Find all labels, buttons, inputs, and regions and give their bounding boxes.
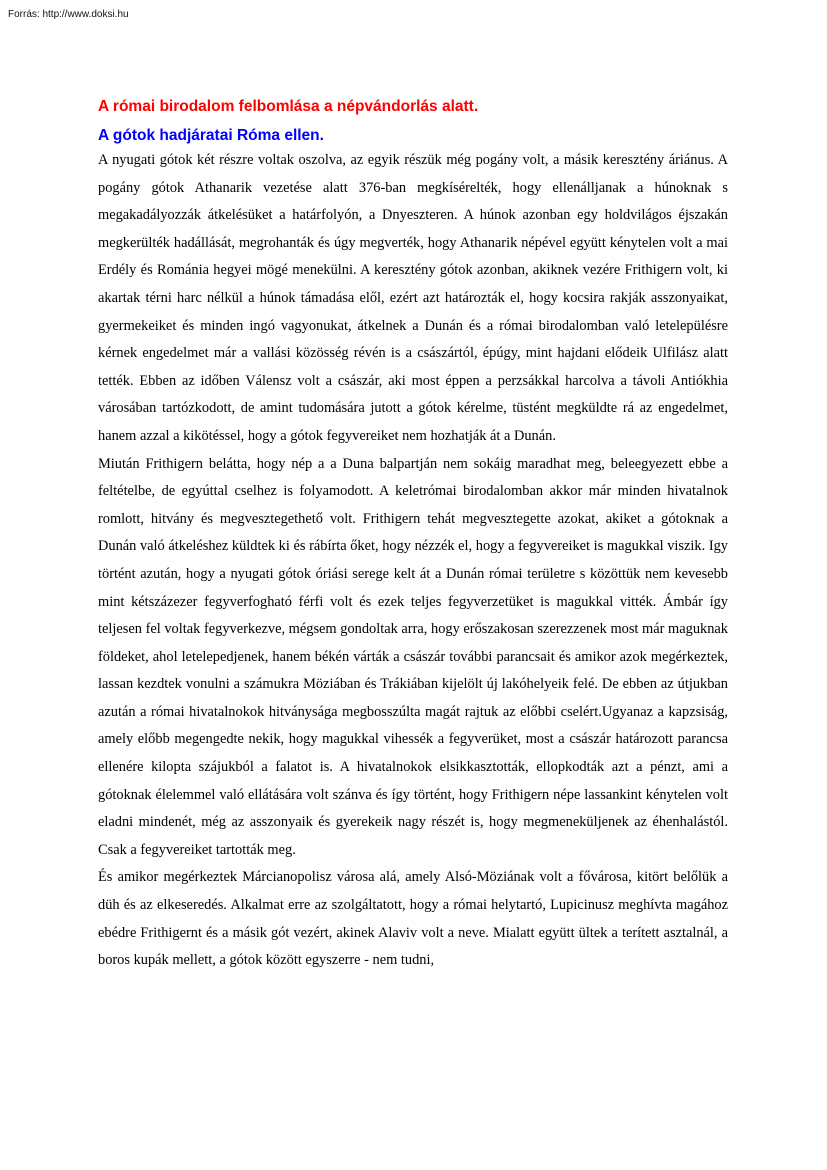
paragraph-3: És amikor megérkeztek Márcianopolisz városa alá, amely Alsó-Möziának volt a fővárosa, kitört belőlük a düh és az elkeseredés. Alkalmat erre az szolgáltatott, hogy a római helytartó, Lupicinusz meghívta magához ebédre Frithigernt és a másik gót vezért, akinek Alaviv volt a neve. Mialatt együtt ültek a terített asztalnál, a boros kupák mellett, a gótok között egyszerre - nem tudni, — [98, 869, 728, 969]
document-body — [98, 96, 728, 975]
paragraph-2: Miután Frithigern belátta, hogy nép a a Duna balpartján nem sokáig maradhat meg, beleegyezett ebbe a feltételbe, de egyúttal cselhez is folyamodott. A keletrómai birodalomban akkor már minden hivatalnok romlott, hitvány és megvesztegethető volt. Frithigern tehát megvesztegette azokat, akiket a gótoknak a Dunán való átkeléshez küldtek ki és rábírta őket, hogy nézzék el, hogy a fegyvereiket is magukkal viszik. Igy történt azután, hogy a nyugati gótok óriási serege kelt át a Dunán római területre s közöttük nem kevesebb mint kétszázezer fegyverfogható férfi volt és ezek teljes fegyverzetüket is magukkal vitték. Ámbár így teljesen fel voltak fegyverkezve, mégsem gondoltak arra, hogy erőszakosan szerezzenek most már maguknak földeket, ahol letelepedjenek, hanem békén várták a császár további parancsait és amikor azok megérkeztek, lassan kezdtek vonulni a számukra Möziában és Trákiában kijelölt új lakóhelyeik felé. De ebben az útjukban azután a római hivatalnokok hitványsága megbosszúlta magát rajtuk az előbbi cselért.Ugyanaz a kapzsiság, amely előbb megengedte nekik, hogy magukkal vihessék a fegyverüket, most a császár határozott parancsa ellenére kilopta szájukból a falatot is. A hivatalnokok elsikkasztották, ellopkodták azt a pénzt, ami a gótoknak élelemmel való ellátására volt szánva és így történt, hogy Frithigern népe lassankint kénytelen volt eladni mindenét, még az asszonyaik és gyerekeik nagy részét is, hogy megmeneküljenek az éhenhalástól. Csak a fegyvereiket tartották meg. — [98, 455, 728, 858]
document-title: A római birodalom felbomlása a népvándorlás alatt. — [98, 98, 479, 115]
paragraph-1: A nyugati gótok két részre voltak oszolva, az egyik részük még pogány volt, a másik keresztény áriánus. A pogány gótok Athanarik vezetése alatt 376-ban megkísérelték, hogy ellenálljanak a húnoknak s megakadályozzák átkelésüket a határfolyón, a Dnyeszteren. A húnok azonban egy holdvilágos éjszakán megkerülték hadállását, megrohanták és úgy megverték, hogy Athanarik népével együtt kénytelen volt a mai Erdély és Románia hegyei mögé menekülni. A keresztény gótok azonban, akiknek vezére Frithigern volt, ki akartak térni harc nélkül a húnok támadása elől, ezért azt határozták el, hogy kocsira rakják asszonyaikat, gyermekeiket és minden ingó vagyonukat, átkelnek a Dunán és a római birodalomban való letelepülésre kérnek engedelmet már a vallási közösség révén is a császártól, épúgy, mint hajdani elődeik Ulfilász alatt tették. Ebben az időben Válensz volt a császár, aki most éppen a perzsákkal harcolva a távoli Antiókhia városában tartózkodott, de amint tudomására jutott a gótok kérelme, tüstént megküldte rá az engedelmet, hanem azzal a kikötéssel, hogy a gótok fegyvereiket nem hozhatják át a Dunán. — [98, 152, 728, 444]
source-label: Forrás: http://www.doksi.hu — [8, 9, 129, 20]
document-subtitle: A gótok hadjáratai Róma ellen. — [98, 127, 324, 144]
